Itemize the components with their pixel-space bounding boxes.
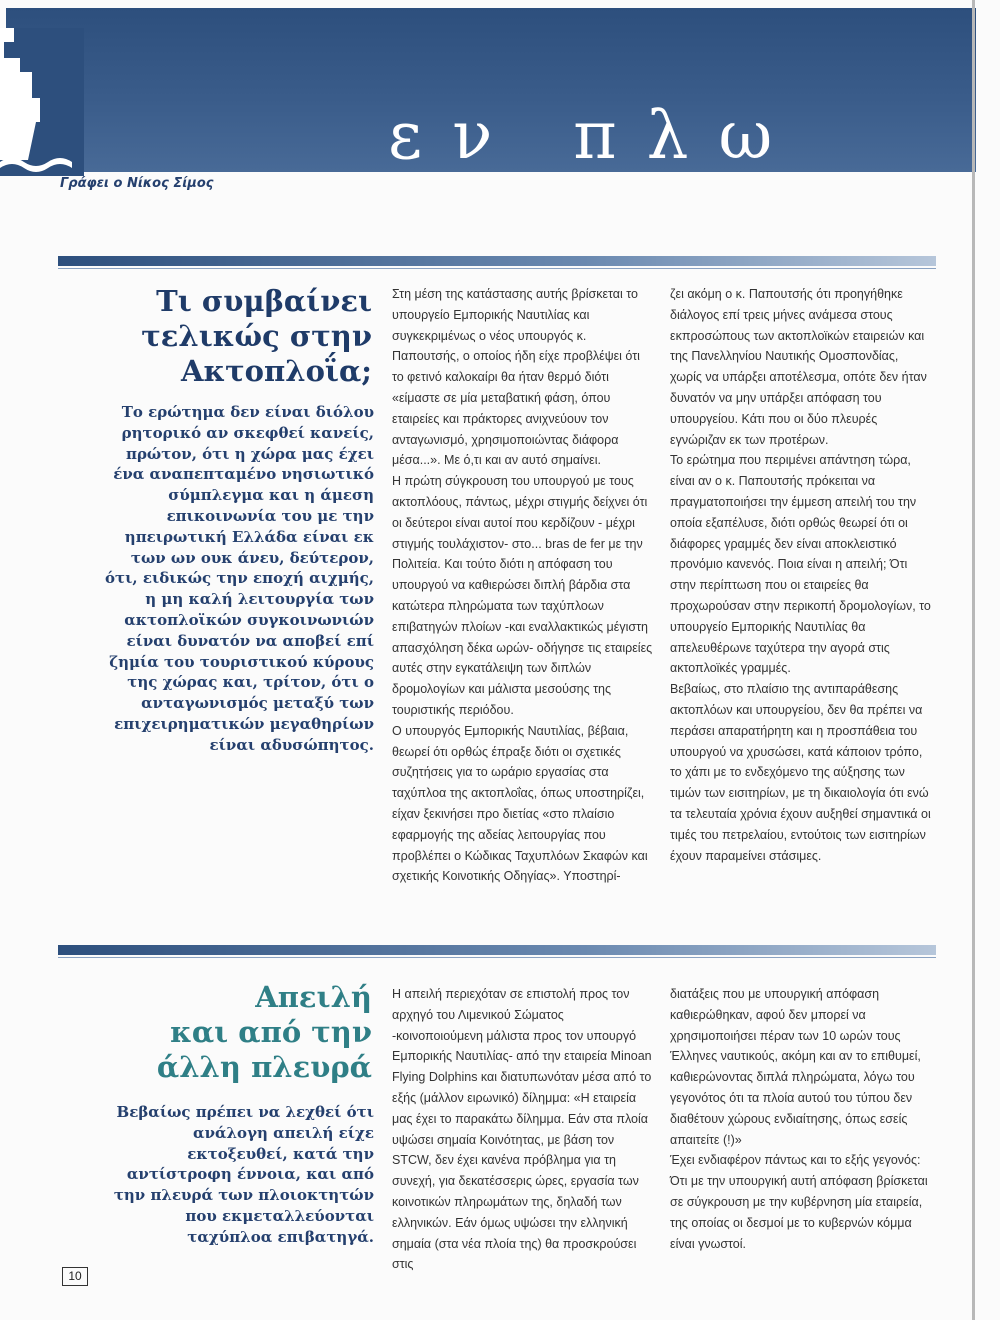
paragraph: διατάξεις που με υπουργική απόφαση καθιερώθηκαν, αφού δεν μπορεί να χρησιμοποιήσει πέραν των 10 ωρών τους Έλληνες ναυτικούς, ακόμη και αν το επιθυμεί, καθιερώνοντας διπλά πληρώματα, λόγω του γεγονότος ότι τα πλοία αυτού του τύπου δεν διαθέτουν χώρους ενδιαίτησης, όπως εσείς απαιτείτε (!)» <box>670 987 921 1147</box>
text-column <box>392 284 654 887</box>
section-rule <box>58 945 936 955</box>
column-title: εν πλω <box>388 97 803 174</box>
text-column <box>670 284 932 866</box>
ship-on-waves-icon <box>0 28 84 176</box>
lead-paragraph: Βεβαίως πρέπει να λεχθεί ότι ανάλογη απειλή είχε εκτοξευθεί, κατά την αντίστροφη έννοια, και από την πλευρά των πλοιοκτητών που εκμεταλλεύονται ταχύπλοα επιβατηγά. <box>113 1103 374 1246</box>
heading-line: τελικώς στην <box>141 319 372 353</box>
paragraph: Ο υπουργός Εμπορικής Ναυτιλίας, βέβαια, θεωρεί ότι ορθώς έπραξε διότι οι σχετικές συζητήσεις για το ωράριο εργασίας στα ταχύπλοα της ακτοπλοΐας, όπως υποστηρίζει, είχαν ξεκινήσει προ διετίας «στο πλαίσιο εφαρμογής της αδείας λειτουργίας που προβλέπει ο Κώδικας Ταχυπλόων Σκαφών και σχετικής Κοινοτικής Οδηγίας». Υποστηρί- <box>392 723 648 884</box>
paragraph: Στη μέση της κατάστασης αυτής βρίσκεται το υπουργείο Εμπορικής Ναυτιλίας και συγκεκριμένως ο νέος υπουργός κ. Παπουτσής, ο οποίος ήδη είχε προβλέψει ότι το φετινό καλοκαίρι θα ήταν θερμό διότι «είμαστε σε μία μεταβατική φάση, όπου εταιρείες και πράκτορες ανιχνεύουν τον ανταγωνισμό, χρησιμοποιώντας διάφορα μέσα...». Με ό,τι και αν αυτό σημαίνει. <box>392 287 640 468</box>
article-heading <box>141 284 372 389</box>
heading-line: Τι συμβαίνει <box>156 284 372 318</box>
paragraph: Το ερώτημα που περιμένει απάντηση τώρα, είναι αν ο κ. Παπουτσής πρόκειται να πραγματοποιήσει την έμμεση απειλή του την οποία εξαπέλυσε, διότι ορθώς θεωρεί ότι οι διάφορες γραμμές δεν είναι αποκλειστικό προνόμιο κανενός. Ποια είναι η απειλή; Ότι στην περίπτωση που οι εταιρείες θα προχωρούσαν στην περικοπή δρομολογίων, το υπουργείο Εμπορικής Ναυτιλίας θα απελευθέρωνε ταχύτερα την αγορά στις ακτοπλοϊκές γραμμές. <box>670 453 931 676</box>
page-edge-shadow <box>972 0 975 1320</box>
text-column <box>392 984 654 1275</box>
section-rule <box>58 256 936 266</box>
heading-line: Απειλή <box>255 980 372 1014</box>
lead-paragraph: Το ερώτημα δεν είναι διόλου ρητορικό αν σκεφθεί κανείς, πρώτον, ότι η χώρα μας έχει ένα αναπεπταμένο νησιωτικό σύμπλεγμα και η άμεση επικοινωνία του με την ηπειρωτική Ελλάδα είναι εκ των ων ουκ άνευ, δεύτερον, ότι, ειδικώς την εποχή αιχμής, η μη καλή λειτουργία των ακτοπλοϊκών συγκοινωνιών είναι δυνατόν να αποβεί επί ζημία του τουριστικού κύρους της χώρας και, τρίτον, ότι ο ανταγωνισμός μεταξύ των επιχειρηματικών μεγαθηρίων είναι αδυσώπητος. <box>105 403 374 754</box>
article-heading <box>157 980 372 1085</box>
paragraph: Η πρώτη σύγκρουση του υπουργού με τους ακτοπλόους, πάντως, μέχρι στιγμής δείχνει ότι οι δεύτεροι είναι αυτοί που κερδίζουν - μέχρι στιγμής τουλάχιστον- στο... bras de fer με την Πολιτεία. Και τούτο διότι η απόφαση του υπουργού να καθιερώσει διπλή βάρδια στα κατώτερα πληρώματα των ταχύπλοων επιβατηγών πλοίων -και εναλλακτικώς μέγιστη απασχόληση δέκα ωρών- οδήγησε τις εταιρείες αυτές στην εγκατάλειψη των διπλών δρομολογίων και μάλιστα μεσούσης της τουριστικής περιόδου. <box>392 474 653 717</box>
paragraph: Έχει ενδιαφέρον πάντως και το εξής γεγονός: Ότι με την υπουργική αυτή απόφαση βρίσκεται σε σύγκρουση με την κυβέρνηση μία εταιρεία, της οποίας οι δεσμοί με το κυβερνών κόμμα είναι γνωστοί. <box>670 1153 928 1251</box>
byline: Γράφει ο Νίκος Σίμος <box>60 176 214 191</box>
heading-line: Ακτοπλοΐα; <box>180 354 372 388</box>
heading-line: άλλη πλευρά <box>156 1050 372 1084</box>
page-number: 10 <box>62 1267 88 1286</box>
paragraph: ζει ακόμη ο κ. Παπουτσής ότι προηγήθηκε διάλογος επί τρεις μήνες ανάμεσα στους εκπροσώπους των ακτοπλοϊκών εταιρειών και της Πανελληνίου Ναυτικής Ομοσπονδίας, χωρίς να υπάρξει αποτέλεσμα, οπότε δεν ήταν δυνατόν να μην υπάρξει απόφαση του υπουργείου. Κάτι που οι δύο πλευρές εγνώριζαν εκ των προτέρων. <box>670 287 927 447</box>
paragraph: Βεβαίως, στο πλαίσιο της αντιπαράθεσης ακτοπλόων και υπουργείου, δεν θα πρέπει να περάσει απαρατήρητη και η προσπάθεια του υπουργού να χρυσώσει, κατά κάποιον τρόπο, το χάπι με το ενδεχόμενο της αύξησης των τιμών των εισιτηρίων, με τη δικαιολογία ότι ενώ τα τελευταία χρόνια έχουν αυξηθεί σημαντικά οι τιμές του πετρελαίου, εντούτοις των εισιτηρίων έχουν παραμείνει στάσιμες. <box>670 682 931 863</box>
text-column <box>670 984 932 1254</box>
heading-line: και από την <box>170 1015 372 1049</box>
paragraph: Η απειλή περιεχόταν σε επιστολή προς τον αρχηγό του Λιμενικού Σώματος -κοινοποιούμενη μάλιστα προς τον υπουργό Εμπορικής Ναυτιλίας- από την εταιρεία Minoan Flying Dolphins και διατυπωνόταν μέσα από το εξής (μάλλον ειρωνικό) δίλημμα: «Η εταιρεία μας έχει το παρακάτω δίλημμα. Εάν στα πλοία υψώσει σημαία Κοινότητας, με βάση τον STCW, δεν έχει κανένα πρόβλημα για τη συνεχή, για δεκατέσσερις ώρες, εργασία των κοινοτικών πληρωμάτων της, δηλαδή των ελληνικών. Εάν όμως υψώσει την ελληνική σημαία (στα νέα πλοία της) θα προσκρούσει στις <box>392 987 652 1272</box>
